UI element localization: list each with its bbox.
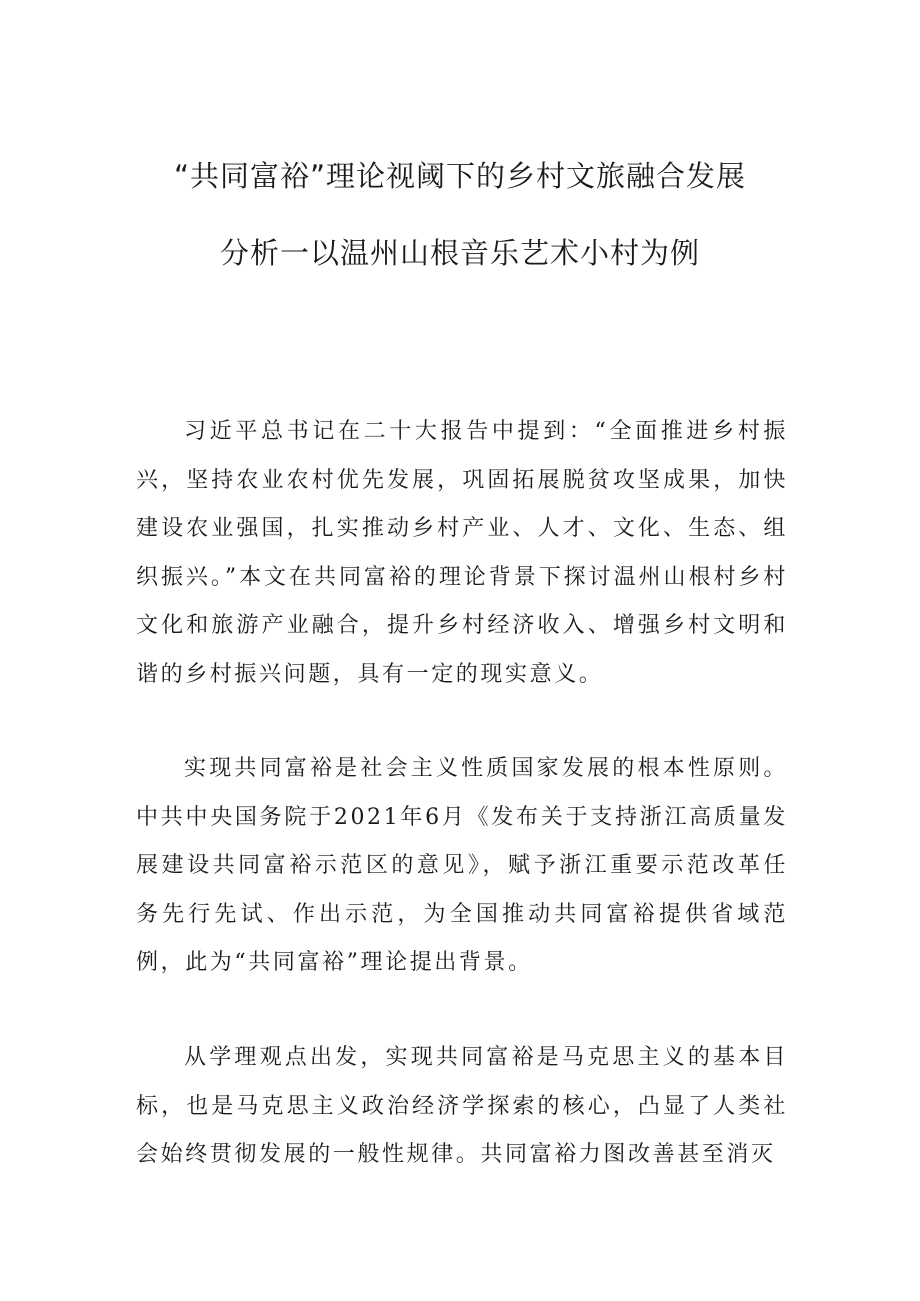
body-paragraph-3: 从学理观点出发，实现共同富裕是马克思主义的基本目标，也是马克思主义政治经济学探索的核心，凸显了人类社会始终贯彻发展的一般性规律。共同富裕力图改善甚至消灭 xyxy=(136,1045,788,1167)
document-title-line-1: “共同富裕”理论视阈下的乡村文旅融合发展 xyxy=(173,159,747,193)
body-paragraph-1: 习近平总书记在二十大报告中提到：“全面推进乡村振兴，坚持农业农村优先发展，巩固拓展脱贫攻坚成果，加快建设农业强国，扎实推动乡村产业、人才、文化、生态、组织振兴。”本文在共同富裕的理论背景下探讨温州山根村乡村文化和旅游产业融合，提升乡村经济收入、增强乡村文明和谐的乡村振兴问题，具有一定的现实意义。 xyxy=(136,419,788,687)
document-title-line-2: 分析一以温州山根音乐艺术小村为例 xyxy=(219,236,700,270)
body-paragraph-2: 实现共同富裕是社会主义性质国家发展的根本性原则。中共中央国务院于2021年6月《发布关于支持浙江高质量发展建设共同富裕示范区的意见》，赋予浙江重要示范改革任务先行先试、作出示范，为全国推动共同富裕提供省域范例，此为“共同富裕”理论提出背景。 xyxy=(136,756,788,975)
